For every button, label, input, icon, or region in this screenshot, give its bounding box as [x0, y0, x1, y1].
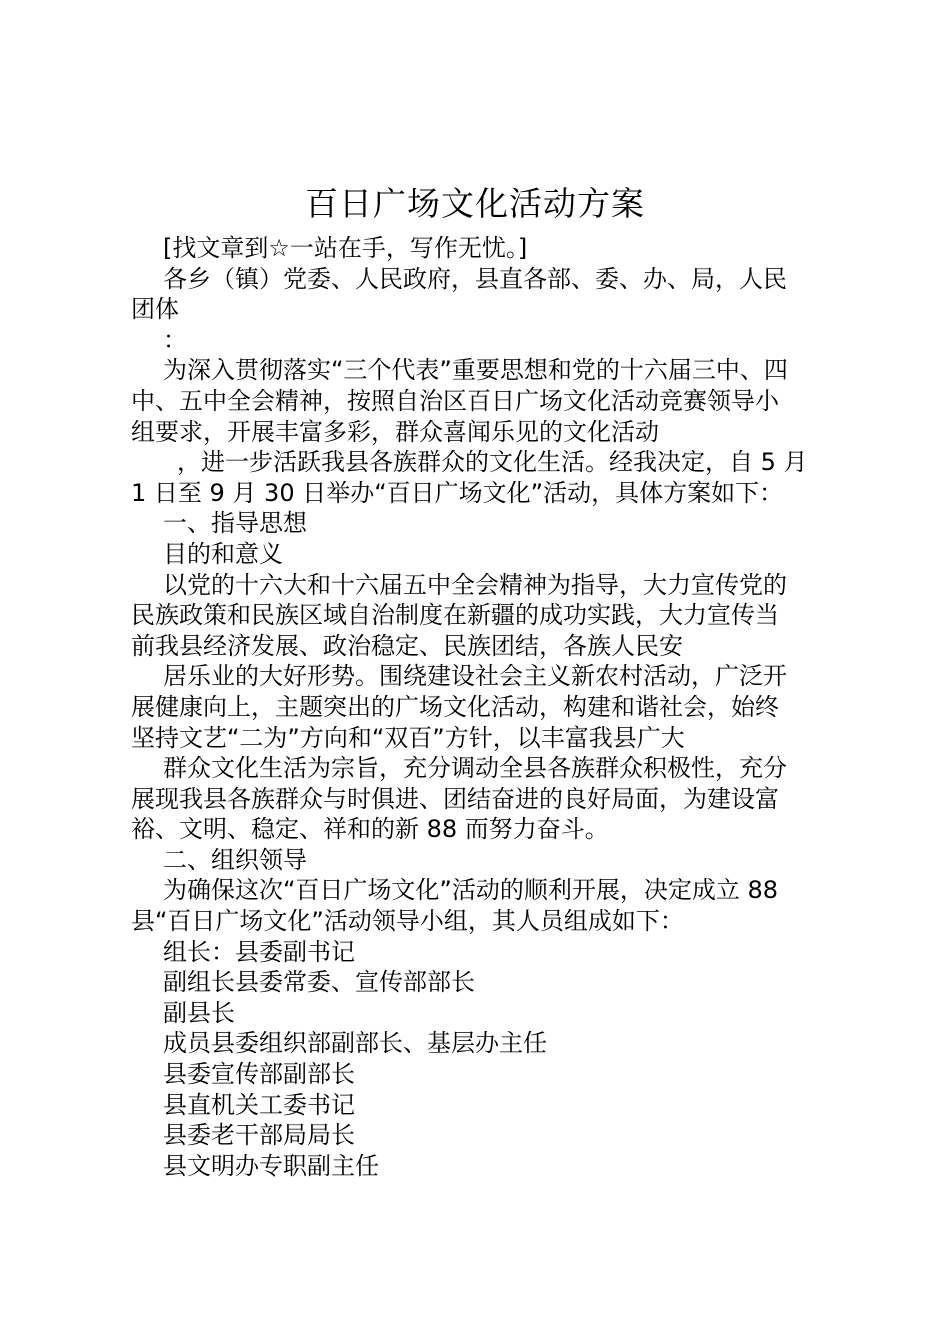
paragraph-line: 展健康向上，主题突出的广场文化活动，构建和谐社会，始终 [131, 692, 779, 721]
paragraph-line: 团体 [131, 295, 179, 324]
paragraph-line: 居乐业的大好形势。围绕建设社会主义新农村活动，广泛开 [163, 662, 787, 691]
paragraph-line: 前我县经济发展、政治稳定、民族团结，各族人民安 [131, 631, 683, 660]
paragraph-line: ： [163, 325, 187, 354]
document-body [131, 233, 831, 1181]
member-line: 成员县委组织部副部长、基层办主任 [163, 1029, 547, 1058]
paragraph-line: 组要求，开展丰富多彩，群众喜闻乐见的文化活动 [131, 417, 659, 446]
section-heading: 一、指导思想 [163, 509, 307, 538]
section-heading: 二、组织领导 [163, 845, 307, 874]
paragraph-line: ，进一步活跃我县各族群众的文化生活。经我决定，自 5 月 [177, 448, 808, 477]
paragraph-line: 目的和意义 [163, 539, 283, 568]
member-line: 副组长县委常委、宣传部部长 [163, 968, 475, 997]
paragraph-line: 中、五中全会精神，按照自治区百日广场文化活动竞赛领导小 [131, 386, 779, 415]
paragraph-line: 为确保这次“百日广场文化”活动的顺利开展，决定成立 88 [163, 876, 779, 905]
paragraph-line: 坚持文艺“二为”方向和“双百”方针，以丰富我县广大 [131, 723, 685, 752]
paragraph-line: [找文章到☆一站在手，写作无忧。] [163, 234, 528, 262]
paragraph-line: 1 日至 9 月 30 日举办“百日广场文化”活动，具体方案如下： [131, 478, 784, 507]
paragraph-line: 以党的十六大和十六届五中全会精神为指导，大力宣传党的 [163, 570, 787, 599]
member-line: 县委宣传部副部长 [163, 1060, 355, 1089]
paragraph-line: 展现我县各族群众与时俱进、团结奋进的良好局面，为建设富 [131, 784, 779, 813]
paragraph-line: 县“百日广场文化”活动领导小组，其人员组成如下： [131, 907, 684, 936]
member-line: 副县长 [163, 998, 235, 1027]
member-line: 组长：县委副书记 [163, 937, 355, 966]
member-line: 县委老干部局局长 [163, 1121, 355, 1150]
member-line: 县文明办专职副主任 [163, 1151, 379, 1180]
paragraph-line: 各乡（镇）党委、人民政府，县直各部、委、办、局，人民 [163, 264, 787, 293]
paragraph-line: 裕、文明、稳定、祥和的新 88 而努力奋斗。 [131, 815, 609, 844]
member-line: 县直机关工委书记 [163, 1090, 355, 1119]
paragraph-line: 群众文化生活为宗旨，充分调动全县各族群众积极性，充分 [163, 754, 787, 783]
paragraph-line: 为深入贯彻落实“三个代表”重要思想和党的十六届三中、四 [163, 356, 788, 385]
paragraph-line: 民族政策和民族区域自治制度在新疆的成功实践，大力宣传当 [131, 601, 779, 630]
document-title: 百日广场文化活动方案 [305, 184, 645, 223]
